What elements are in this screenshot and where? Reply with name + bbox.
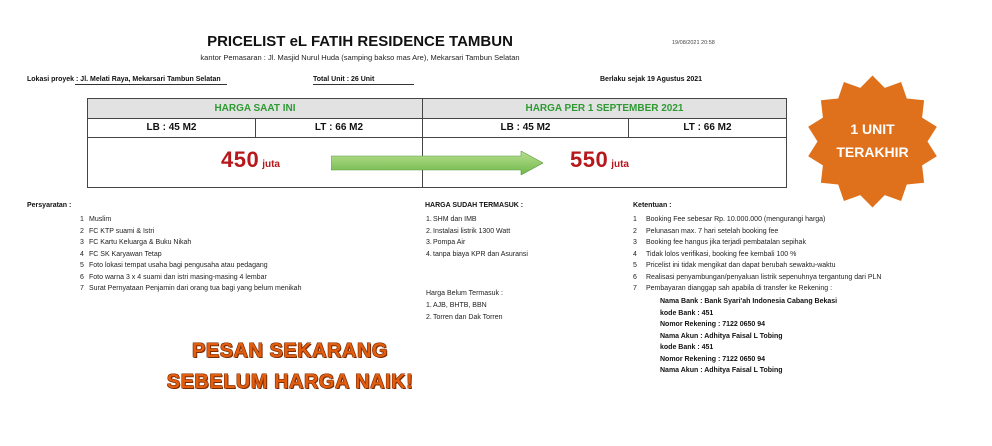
list-item-text: FC SK Karyawan Tetap [89, 250, 162, 258]
list-item-number: 2 [633, 227, 637, 235]
list-item [633, 283, 933, 295]
price-table [87, 98, 787, 188]
bank-info-line: Nomor Rekening : 7122 0650 94 [660, 321, 766, 328]
next-lb: LB : 45 M2 [500, 122, 551, 133]
list-item-number: 3 [633, 239, 637, 246]
list-item-text: Pompa Air [433, 239, 466, 246]
included-list [426, 214, 586, 260]
list-item [80, 214, 380, 226]
timestamp: 19/08/2021 20:58 [672, 40, 715, 46]
list-item [633, 237, 933, 249]
list-item-number: 4 [80, 250, 84, 258]
list-item [80, 226, 380, 238]
list-item-number: 1 [80, 216, 84, 223]
list-item-text: Instalasi listrik 1300 Watt [433, 227, 511, 235]
terms-list [633, 214, 933, 295]
list-item-number: 6 [633, 273, 637, 281]
list-item-text: Realisasi penyambungan/penyaluan listrik sepenuhnya tergantung dari PLN [646, 273, 882, 281]
list-item-text: Surat Pernyataan Penjamin dari orang tua bagi yang belum menikah [89, 285, 302, 292]
list-item [426, 312, 586, 324]
included-title: HARGA SUDAH TERMASUK : [425, 202, 524, 209]
list-item-text: Torren dan Dak Torren [433, 313, 503, 321]
bank-info-line: Nama Akun : Adhitya Faisal L Tobing [660, 367, 783, 374]
list-item-text: Foto lokasi tempat usaha bagi pengusaha atau pedagang [89, 262, 268, 269]
list-item-number: 3 [80, 239, 84, 246]
list-item-text: Pembayaran dianggap sah apabila di transfer ke Rekening : [646, 285, 833, 292]
list-item [80, 237, 380, 249]
list-item [633, 272, 933, 284]
list-item [633, 226, 933, 238]
valid-from: Berlaku sejak 19 Agustus 2021 [600, 76, 703, 83]
list-item-number: 4. [426, 250, 432, 258]
next-price: 550 juta [570, 147, 629, 172]
list-item-number: 5 [633, 262, 637, 269]
list-item-text: Pricelist ini tidak mengikat dan dapat berubah sewaktu-waktu [646, 262, 836, 269]
list-item-number: 5 [80, 262, 84, 269]
current-price: 450 juta [221, 147, 280, 172]
next-lt: LT : 66 M2 [683, 122, 732, 133]
cta-line2: SEBELUM HARGA NAIK! [166, 371, 414, 393]
list-item [80, 249, 380, 261]
bank-info [660, 296, 837, 377]
project-location: Lokasi proyek : Jl. Melati Raya, Mekarsari Tambun Selatan [27, 76, 221, 83]
list-item-text: Muslim [89, 216, 112, 223]
list-item [80, 272, 380, 284]
arrow-right-icon [331, 151, 543, 175]
list-item-number: 7 [80, 285, 84, 292]
list-item-number: 2. [426, 313, 432, 321]
current-price-heading: HARGA SAAT INI [88, 99, 422, 118]
last-unit-badge: 1 UNIT TERAKHIR [836, 121, 909, 160]
list-item [426, 249, 586, 261]
requirements-title: Persyaratan : [27, 202, 72, 209]
list-item [426, 226, 586, 238]
list-item-number: 1. [426, 216, 432, 223]
list-item-text: tanpa biaya KPR dan Asuransi [433, 250, 528, 258]
requirements-list [80, 214, 380, 295]
list-item [80, 260, 380, 272]
bank-info-line: Nomor Rekening : 7122 0650 94 [660, 355, 766, 363]
excluded-list [426, 300, 586, 323]
list-item-text: Booking Fee sebesar Rp. 10.000.000 (mengurangi harga) [646, 216, 826, 223]
list-item-number: 6 [80, 273, 84, 281]
list-item [80, 283, 380, 295]
list-item-number: 2. [426, 227, 432, 235]
list-item-text: Pelunasan max. 7 hari setelah booking fee [646, 227, 779, 235]
bank-info-line: Nama Bank : Bank Syari'ah Indonesia Cabang Bekasi [660, 298, 838, 305]
list-item [426, 237, 586, 249]
list-item [633, 214, 933, 226]
bank-info-line: kode Bank : 451 [660, 344, 714, 351]
bank-info-line: Nama Akun : Adhitya Faisal L Tobing [660, 332, 783, 340]
list-item-text: FC KTP suami & Istri [89, 227, 155, 235]
excluded-title: Harga Belum Termasuk : [426, 290, 503, 297]
list-item-number: 2 [80, 227, 84, 235]
list-item-text: SHM dan IMB [433, 216, 477, 223]
list-item [633, 249, 933, 261]
list-item-text: Tidak lolos verifikasi, booking fee kembali 100 % [646, 250, 797, 258]
list-item [633, 260, 933, 272]
current-lb: LB : 45 M2 [146, 122, 197, 133]
list-item-number: 1. [426, 302, 432, 309]
list-item-text: Booking fee hangus jika terjadi pembatalan sepihak [646, 239, 806, 246]
list-item-number: 1 [633, 216, 637, 223]
terms-title: Ketentuan : [633, 202, 672, 209]
list-item-number: 3. [426, 239, 432, 246]
current-lt: LT : 66 M2 [314, 122, 364, 133]
list-item-number: 4 [633, 250, 637, 258]
page-title: PRICELIST eL FATIH RESIDENCE TAMBUN [207, 33, 513, 50]
list-item [426, 214, 586, 226]
list-item-text: AJB, BHTB, BBN [433, 302, 487, 309]
list-item [426, 300, 586, 312]
list-item-text: FC Kartu Keluarga & Buku Nikah [89, 239, 192, 246]
list-item-number: 7 [633, 285, 637, 292]
bank-info-line: kode Bank : 451 [660, 309, 714, 317]
next-price-heading: HARGA PER 1 SEPTEMBER 2021 [423, 99, 786, 118]
office-address: kantor Pemasaran : Jl. Masjid Nurul Huda (samping bakso mas Are), Mekarsari Tambun Selatan [200, 53, 520, 62]
total-unit: Total Unit : 26 Unit [313, 76, 374, 83]
cta-line1: PESAN SEKARANG [192, 340, 388, 362]
list-item-text: Foto warna 3 x 4 suami dan istri masing-masing 4 lembar [89, 273, 267, 281]
